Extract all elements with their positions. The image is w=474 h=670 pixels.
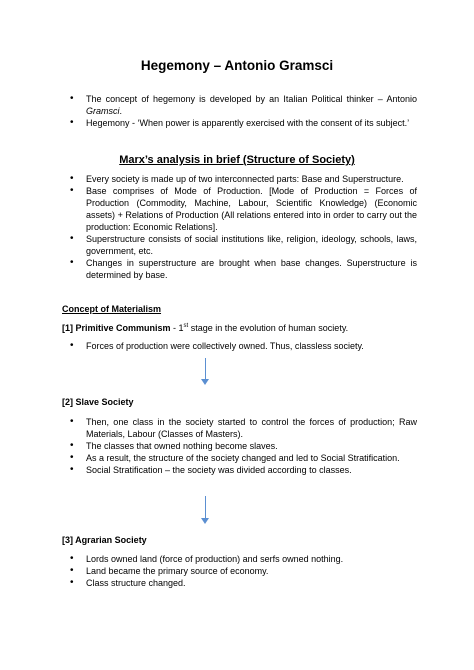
intro-item-italic: Gramsci	[86, 106, 120, 116]
materialism-heading: Concept of Materialism	[62, 304, 162, 314]
intro-item-text: The concept of hegemony is developed by an Italian Political thinker – Antonio	[86, 94, 417, 104]
section-2-item: • The classes that owned nothing become slaves.	[62, 440, 417, 452]
section-2-item: • As a result, the structure of the society changed and led to Social Stratification.	[62, 452, 417, 464]
section-heading-2: [2] Slave Society	[62, 397, 134, 407]
section-3-item: • Class structure changed.	[62, 577, 417, 589]
intro-list	[62, 93, 417, 129]
section-1-text-b: stage in the evolution of human society.	[188, 323, 349, 333]
section-2-item: • Social Stratification – the society was divided according to classes.	[62, 464, 417, 476]
section-1-list	[62, 340, 417, 352]
intro-item	[62, 93, 417, 117]
section-1-text-a: - 1	[170, 323, 184, 333]
marx-item: • Superstructure consists of social institutions like, religion, ideology, schools, laws, government, etc.	[62, 233, 417, 257]
section-3-list	[62, 553, 417, 589]
section-3-item: • Land became the primary source of economy.	[62, 565, 417, 577]
section-2-item: • Then, one class in the society started to control the forces of production; Raw Materials, Labour (Classes of Masters).	[62, 416, 417, 440]
section-2-list	[62, 416, 417, 476]
marx-heading: Marx’s analysis in brief (Structure of Society)	[119, 154, 355, 166]
page-title: Hegemony – Antonio Gramsci	[140, 58, 334, 73]
section-1-item: • Forces of production were collectively owned. Thus, classless society.	[62, 340, 417, 352]
intro-item: • Hegemony - ‘When power is apparently exercised with the consent of its subject.’	[62, 117, 417, 129]
section-1-superscript: st	[183, 323, 189, 329]
marx-item: • Every society is made up of two interconnected parts: Base and Superstructure.	[62, 173, 417, 185]
marx-item: • Base comprises of Mode of Production. [Mode of Production = Forces of Production (Commodity, Machine, Labour, Scientific Knowledge) (Economic assets) + Relations of Production (All relations entered into in order to carry out the production: Economic Relations].	[62, 185, 417, 233]
section-3-item: • Lords owned land (force of production) and serfs owned nothing.	[62, 553, 417, 565]
marx-item: • Changes in superstructure are brought when base changes. Superstructure is determined by base.	[62, 257, 417, 281]
intro-item-end: .	[119, 106, 123, 116]
section-heading-1: [1] Primitive Communism	[62, 323, 171, 333]
primitive-communism-line	[62, 322, 348, 334]
section-heading-3: [3] Agrarian Society	[62, 535, 147, 545]
marx-list	[62, 173, 417, 281]
